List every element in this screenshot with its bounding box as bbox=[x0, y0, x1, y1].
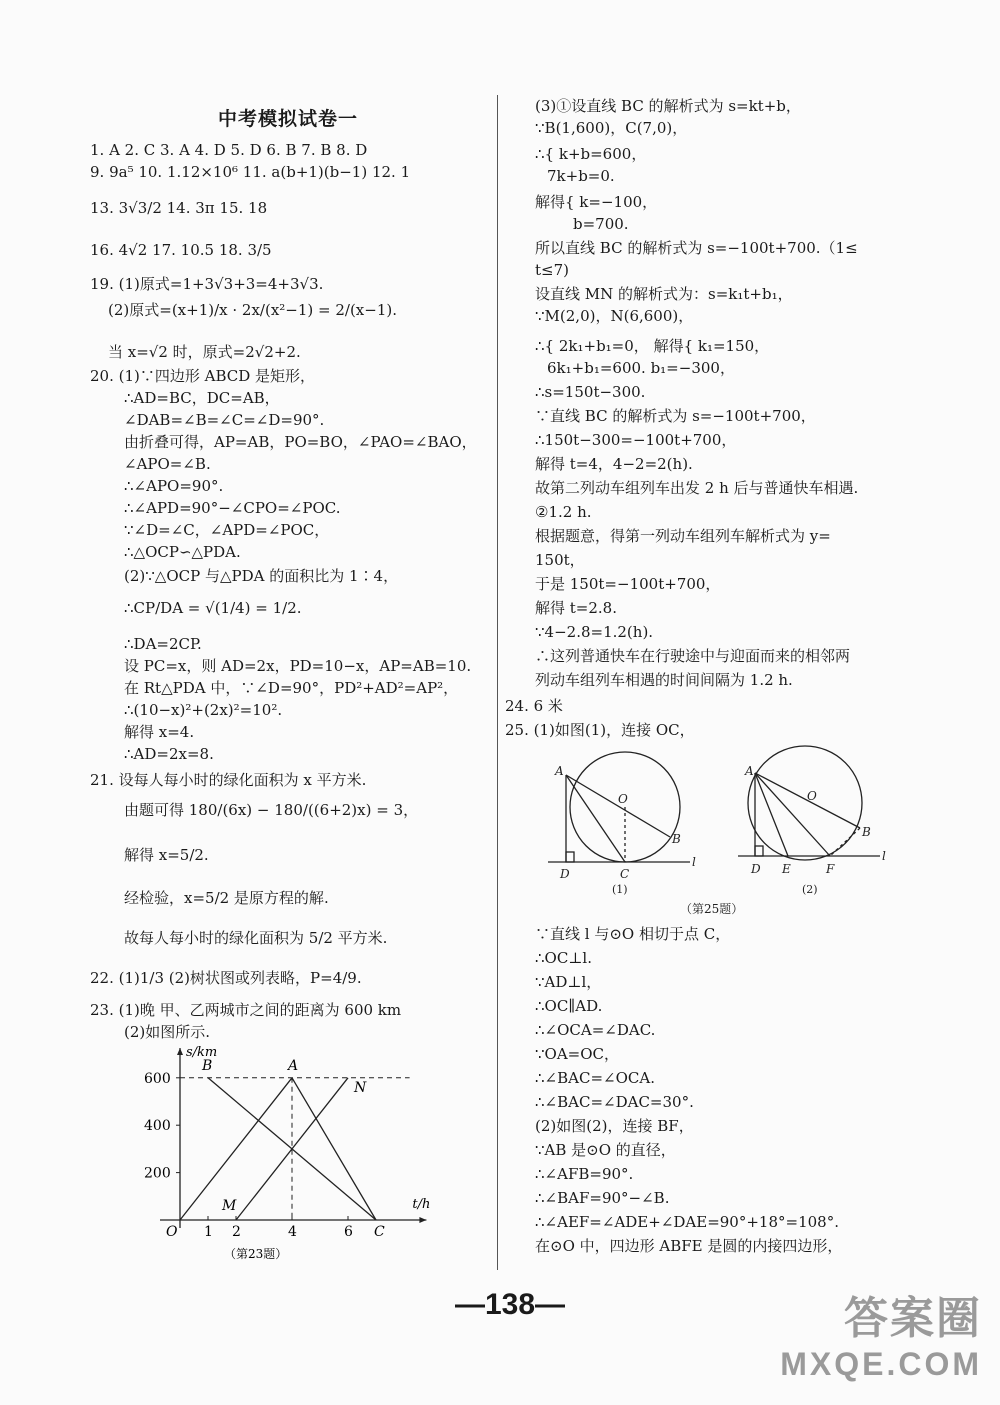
answer-line: ∴CP/DA = √(1/4) = 1/2. bbox=[124, 599, 302, 617]
answer-line: 设 PC=x，则 AD=2x，PD=10−x，AP=AB=10. bbox=[124, 657, 472, 675]
answer-line: ∴(10−x)²+(2x)²=10². bbox=[124, 701, 283, 719]
point-label-c: C bbox=[374, 1224, 385, 1240]
answer-line: (2)如图所示. bbox=[124, 1023, 211, 1041]
fig2-label-e: E bbox=[782, 862, 791, 876]
answer-line: 所以直线 BC 的解析式为 s=−100t+700.（1≤ bbox=[535, 239, 858, 257]
answer-line: ∵B(1,600)，C(7,0)， bbox=[535, 119, 688, 137]
answer-line: ∴DA=2CP. bbox=[124, 635, 202, 653]
y-axis-label: s/km bbox=[186, 1045, 218, 1060]
x-tick-label: 6 bbox=[344, 1224, 353, 1240]
answer-line: 16. 4√2 17. 10.5 18. 3/5 bbox=[90, 241, 272, 259]
answer-line: ∴∠AEF=∠ADE+∠DAE=90°+18°=108°. bbox=[535, 1213, 839, 1231]
answer-line: 24. 6 米 bbox=[505, 697, 563, 715]
answer-line: ∵OA=OC， bbox=[535, 1045, 620, 1063]
answer-line: 解得 x=4. bbox=[124, 723, 195, 741]
point-label-b: B bbox=[202, 1057, 213, 1074]
answer-line: ∴s=150t−300. bbox=[535, 383, 646, 401]
answer-line: (2)原式=(x+1)/x · 2x/(x²−1) = 2/(x−1). bbox=[108, 301, 397, 319]
fig1-label-d: D bbox=[560, 867, 570, 881]
page-title: 中考模拟试卷一 bbox=[218, 108, 359, 130]
answer-line: 当 x=√2 时，原式=2√2+2. bbox=[108, 343, 301, 361]
answer-line: ∴∠APO=90°. bbox=[124, 477, 224, 495]
answer-line: 13. 3√3/2 14. 3π 15. 18 bbox=[90, 199, 268, 217]
answer-line: 22. (1)1/3 (2)树状图或列表略，P=4/9. bbox=[90, 969, 362, 987]
fig1-label-o: O bbox=[618, 792, 628, 806]
answer-line: ∴∠AFB=90°. bbox=[535, 1165, 634, 1183]
answer-line: (2)如图(2)，连接 BF， bbox=[535, 1117, 694, 1135]
answer-line: 19. (1)原式=1+3√3+3=4+3√3. bbox=[90, 275, 324, 293]
fig2-label-a: A bbox=[745, 764, 754, 778]
answer-line: ∴150t−300=−100t+700， bbox=[535, 431, 737, 449]
figure-25-2 bbox=[738, 746, 880, 860]
y-axis-arrow bbox=[177, 1048, 183, 1055]
answer-line: 故每人每小时的绿化面积为 5/2 平方米. bbox=[124, 929, 388, 947]
answer-line: 故第二列动车组列车出发 2 h 后与普通快车相遇. bbox=[535, 479, 859, 497]
chart-caption: （第23题） bbox=[224, 1247, 288, 1261]
answer-line: 20. (1)∵四边形 ABCD 是矩形， bbox=[90, 367, 316, 385]
answer-line: ∵∠D=∠C，∠APD=∠POC， bbox=[124, 521, 330, 539]
answer-line: 1. A 2. C 3. A 4. D 5. D 6. B 7. B 8. D bbox=[90, 141, 368, 159]
chart-23 bbox=[140, 1040, 470, 1270]
answer-line: ∠DAB=∠B=∠C=∠D=90°. bbox=[124, 411, 325, 429]
y-tick-label: 400 bbox=[144, 1118, 171, 1135]
fig1-label-b: B bbox=[672, 832, 681, 846]
fig1-label-l: l bbox=[692, 855, 696, 869]
answer-line: 23. (1)晚 甲、乙两城市之间的距离为 600 km bbox=[90, 1001, 402, 1019]
answer-line: ∴{ 2k₁+b₁=0， 解得{ k₁=150， bbox=[535, 337, 770, 355]
figure-25-1 bbox=[548, 752, 690, 862]
answer-line: 经检验，x=5/2 是原方程的解. bbox=[124, 889, 329, 907]
answer-line: (3)①设直线 BC 的解析式为 s=kt+b， bbox=[535, 97, 801, 115]
answer-line: 列动车组列车相遇的时间间隔为 1.2 h. bbox=[535, 671, 793, 689]
figure-25-caption: （第25题） bbox=[680, 902, 744, 916]
fig2-caption: (2) bbox=[802, 883, 818, 896]
answer-line: 25. (1)如图(1)，连接 OC， bbox=[505, 721, 695, 739]
answer-line: 解得 x=5/2. bbox=[124, 846, 209, 864]
y-tick-label: 200 bbox=[144, 1165, 171, 1182]
column-divider bbox=[497, 95, 498, 1270]
point-label-n: N bbox=[354, 1079, 367, 1096]
answer-line: ∴∠BAC=∠OCA. bbox=[535, 1069, 655, 1087]
answer-line: ∵4−2.8=1.2(h). bbox=[535, 623, 654, 641]
answer-line: ∴OC∥AD. bbox=[535, 997, 603, 1015]
answer-line: ②1.2 h. bbox=[535, 503, 592, 521]
series-line bbox=[292, 1078, 376, 1220]
answer-line: 根据题意，得第一列动车组列车解析式为 y= bbox=[535, 527, 831, 545]
answer-line: 解得{ k=−100， bbox=[535, 193, 658, 211]
x-axis-label: t/h bbox=[412, 1197, 431, 1212]
fig2-label-b: B bbox=[862, 825, 871, 839]
answer-line: ∴△OCP∽△PDA. bbox=[124, 543, 241, 561]
answer-line: ∠APO=∠B. bbox=[124, 455, 211, 473]
x-axis-arrow bbox=[419, 1217, 426, 1223]
answer-line: 在⊙O 中，四边形 ABFE 是圆的内接四边形， bbox=[535, 1237, 843, 1255]
watermark-line2: MXQE.COM bbox=[780, 1346, 982, 1382]
answer-line: ∵M(2,0)，N(6,600)， bbox=[535, 307, 694, 325]
answer-line: 7k+b=0. bbox=[547, 167, 615, 185]
fig2-label-o: O bbox=[807, 789, 817, 803]
answer-line: (2)∵△OCP 与△PDA 的面积比为 1∶4， bbox=[124, 567, 399, 585]
watermark bbox=[780, 1282, 982, 1383]
answer-line: ∵AB 是⊙O 的直径， bbox=[535, 1141, 676, 1159]
answer-line: 由题可得 180/(6x) − 180/((6+2)x) = 3， bbox=[124, 801, 419, 819]
answer-line: ∴∠BAF=90°−∠B. bbox=[535, 1189, 670, 1207]
figure-25 bbox=[540, 745, 900, 920]
point-label-a: A bbox=[288, 1057, 299, 1074]
fig1-label-c: C bbox=[620, 867, 630, 881]
fig1-caption: (1) bbox=[612, 883, 628, 896]
x-tick-label: 1 bbox=[204, 1224, 213, 1240]
fig1-label-a: A bbox=[555, 764, 564, 778]
y-tick-label: 600 bbox=[144, 1070, 171, 1087]
fig2-label-d: D bbox=[751, 862, 761, 876]
answer-line: 21. 设每人每小时的绿化面积为 x 平方米. bbox=[90, 771, 367, 789]
answer-line: 解得 t=2.8. bbox=[535, 599, 617, 617]
x-tick-label: 2 bbox=[232, 1224, 241, 1240]
answer-line: ∴AD=BC，DC=AB， bbox=[124, 389, 280, 407]
answer-line: ∵直线 BC 的解析式为 s=−100t+700， bbox=[535, 407, 816, 425]
answer-line: 于是 150t=−100t+700， bbox=[535, 575, 721, 593]
answer-line: ∴∠BAC=∠DAC=30°. bbox=[535, 1093, 694, 1111]
answer-line: ∴AD=2x=8. bbox=[124, 745, 214, 763]
answer-line: ∴{ k+b=600， bbox=[535, 145, 647, 163]
origin-label: O bbox=[166, 1224, 178, 1240]
page-number: —138— bbox=[455, 1288, 566, 1321]
answer-line: 由折叠可得，AP=AB，PO=BO，∠PAO=∠BAO， bbox=[124, 433, 477, 451]
answer-line: ∴这列普通快车在行驶途中与迎面而来的相邻两 bbox=[535, 647, 851, 665]
answer-line: 设直线 MN 的解析式为：s=k₁t+b₁， bbox=[535, 285, 793, 303]
x-tick-label: 4 bbox=[288, 1224, 297, 1240]
answer-line: 150t， bbox=[535, 551, 585, 569]
answer-line: ∵直线 l 与⊙O 相切于点 C， bbox=[535, 925, 731, 943]
fig2-label-l: l bbox=[882, 849, 886, 863]
answer-line: 解得 t=4，4−2=2(h). bbox=[535, 455, 693, 473]
answer-line: 在 Rt△PDA 中，∵∠D=90°，PD²+AD²=AP²， bbox=[124, 679, 459, 697]
answer-line: t≤7) bbox=[535, 261, 569, 279]
answer-line: ∴∠APD=90°−∠CPO=∠POC. bbox=[124, 499, 341, 517]
answer-line: 6k₁+b₁=600. b₁=−300， bbox=[547, 359, 735, 377]
answer-line: 9. 9a⁵ 10. 1.12×10⁶ 11. a(b+1)(b−1) 12. 1 bbox=[90, 163, 411, 181]
fig2-label-f: F bbox=[826, 862, 835, 876]
answer-line: b=700. bbox=[573, 215, 629, 233]
point-label-m: M bbox=[222, 1198, 237, 1214]
answer-line: ∴OC⊥l. bbox=[535, 949, 592, 967]
watermark-line1: 答案圈 bbox=[844, 1294, 982, 1343]
answer-line: ∵AD⊥l， bbox=[535, 973, 602, 991]
answer-line: ∴∠OCA=∠DAC. bbox=[535, 1021, 656, 1039]
